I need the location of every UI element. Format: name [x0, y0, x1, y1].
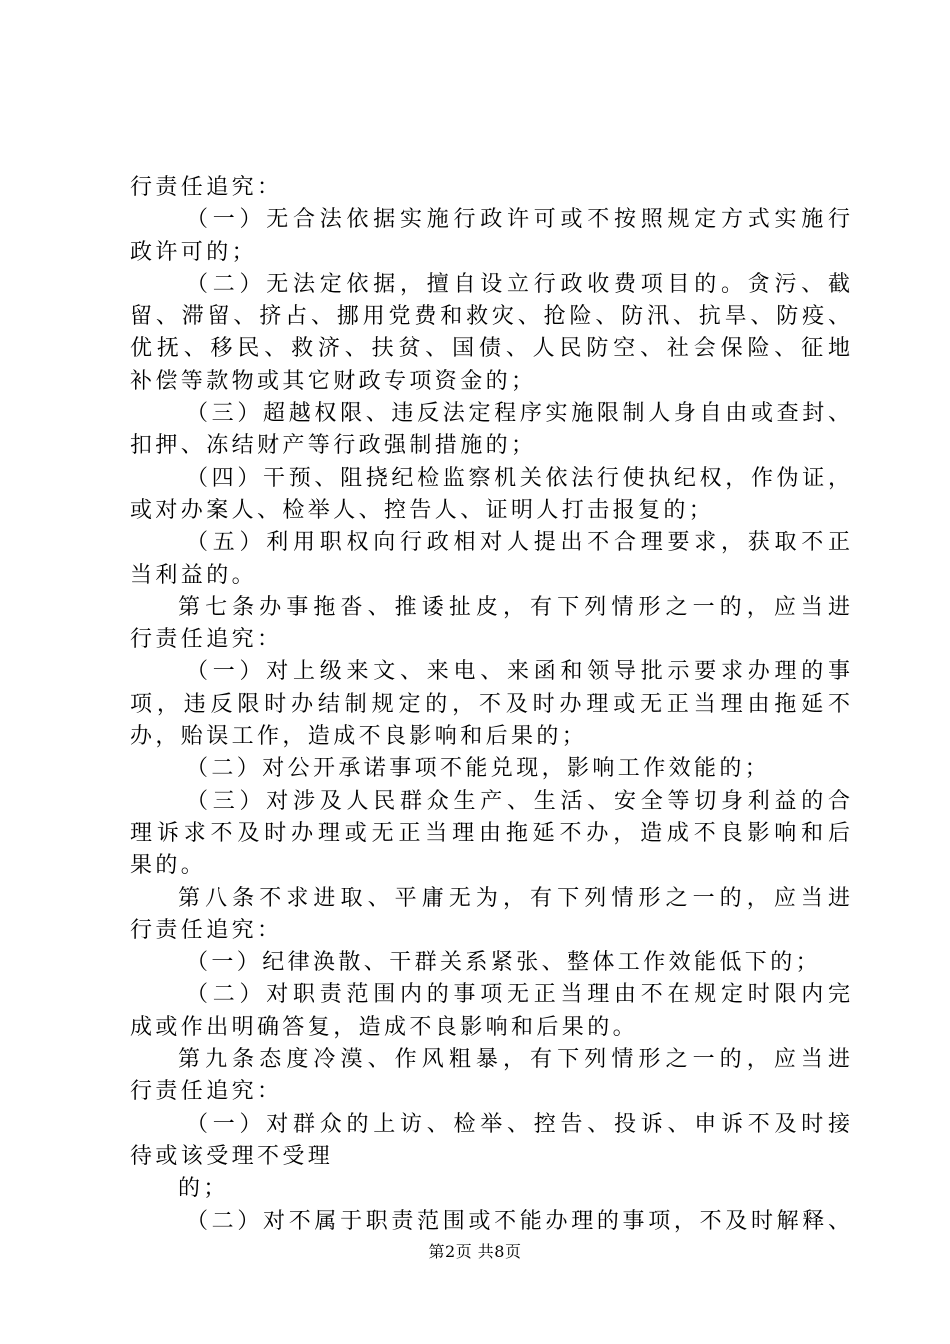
text-line: （一）对上级来文、来电、来函和领导批示要求办理的事: [186, 659, 850, 685]
text-line: （二）无法定依据，擅自设立行政收费项目的。贪污、截: [186, 271, 850, 297]
text-line: （四）干预、阻挠纪检监察机关依法行使执纪权，作伪证，: [186, 465, 850, 491]
text-line: 的；: [178, 1176, 229, 1202]
text-line: 办，贻误工作，造成不良影响和后果的；: [130, 724, 588, 750]
text-line: 第七条办事拖沓、推诿扯皮，有下列情形之一的，应当进: [178, 594, 850, 620]
text-line: （一）对群众的上访、检举、控告、投诉、申诉不及时接: [186, 1111, 850, 1137]
text-line: 第八条不求进取、平庸无为，有下列情形之一的，应当进: [178, 885, 850, 911]
text-line: （二）对公开承诺事项不能兑现，影响工作效能的；: [186, 756, 771, 782]
text-line: 成或作出明确答复，造成不良影响和后果的。: [130, 1014, 639, 1040]
text-line: （一）无合法依据实施行政许可或不按照规定方式实施行: [186, 207, 850, 233]
text-line: 当利益的。: [130, 562, 258, 588]
text-line: （五）利用职权向行政相对人提出不合理要求，获取不正: [186, 530, 850, 556]
text-line: 项，违反限时办结制规定的，不及时办理或无正当理由拖延不: [130, 691, 850, 717]
text-line: 理诉求不及时办理或无正当理由拖延不办，造成不良影响和后: [130, 820, 850, 846]
page-footer: 第2页 共8页: [428, 1242, 522, 1261]
text-line: 果的。: [130, 853, 207, 879]
text-line: 第九条态度冷漠、作风粗暴，有下列情形之一的，应当进: [178, 1047, 850, 1073]
text-line: 行责任追究：: [130, 1079, 283, 1105]
text-line: 优抚、移民、救济、扶贫、国债、人民防空、社会保险、征地: [130, 336, 850, 362]
text-line: （三）超越权限、违反法定程序实施限制人身自由或查封、: [186, 401, 850, 427]
text-line: 或对办案人、检举人、控告人、证明人打击报复的；: [130, 497, 715, 523]
text-line: 留、滞留、挤占、挪用党费和救灾、抢险、防汛、抗旱、防疫、: [130, 304, 850, 330]
text-line: 补偿等款物或其它财政专项资金的；: [130, 368, 537, 394]
text-line: （二）对不属于职责范围或不能办理的事项，不及时解释、: [186, 1208, 850, 1234]
text-line: 扣押、冻结财产等行政强制措施的；: [130, 433, 537, 459]
text-line: （二）对职责范围内的事项无正当理由不在规定时限内完: [186, 982, 850, 1008]
text-line: 待或该受理不受理: [130, 1143, 334, 1169]
text-line: 行责任追究：: [130, 627, 283, 653]
text-line: 行责任追究：: [130, 917, 283, 943]
document-body: [130, 172, 850, 1238]
text-line: （一）纪律涣散、干群关系紧张、整体工作效能低下的；: [186, 950, 822, 976]
text-line: 政许可的；: [130, 239, 258, 265]
text-line: （三）对涉及人民群众生产、生活、安全等切身利益的合: [186, 788, 850, 814]
text-line: 行责任追究：: [130, 175, 283, 200]
